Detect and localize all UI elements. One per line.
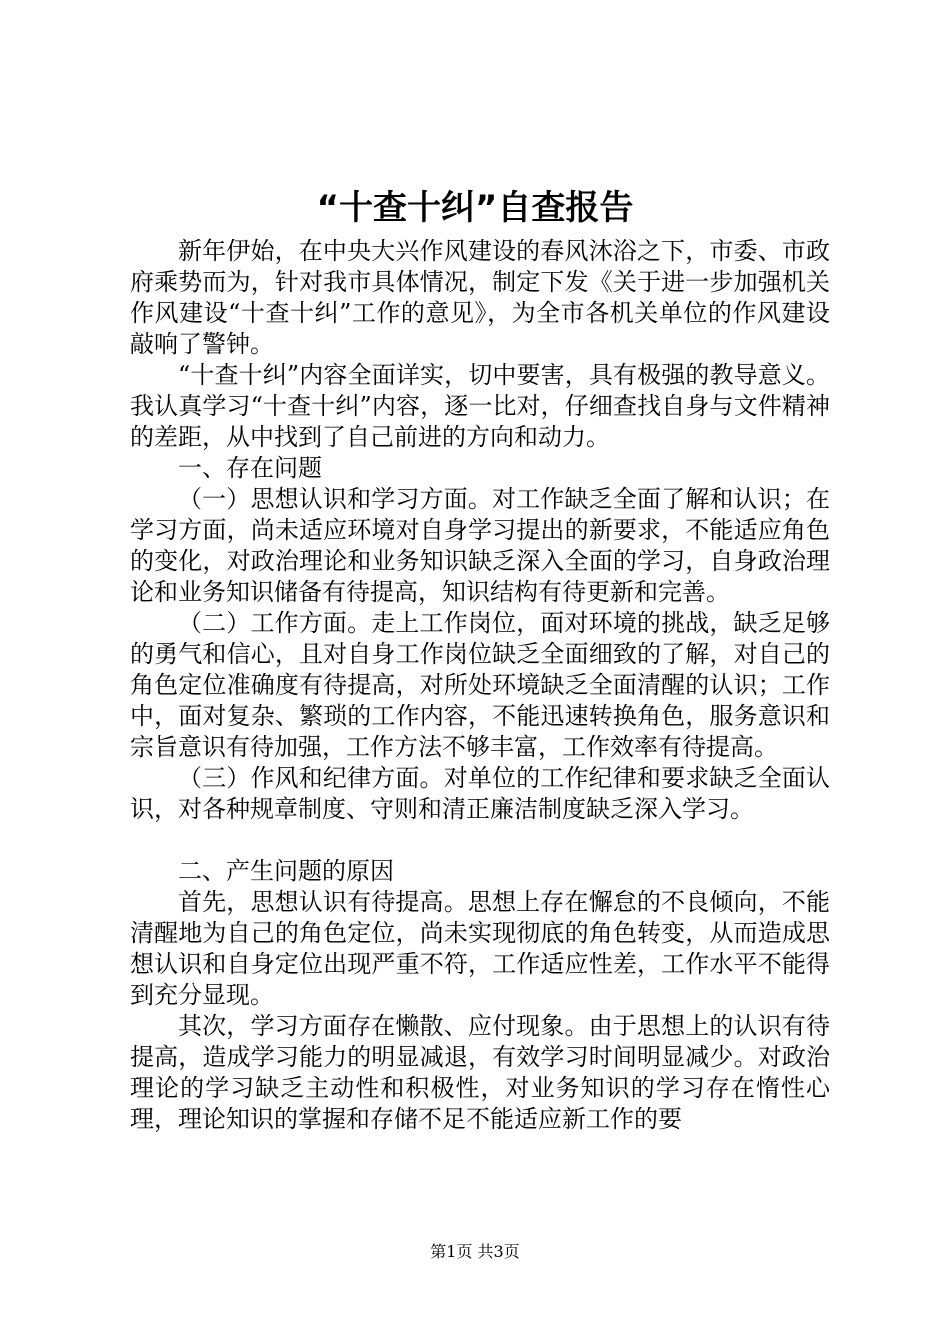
paragraph-cause-1: 首先，思想认识有待提高。思想上存在懈怠的不良倾向，不能清醒地为自己的角色定位，尚未实现彻底的角色转变，从而造成思想认识和自身定位出现严重不符，工作适应性差，工作水平不能得到充分显现。	[130, 888, 830, 1009]
section-heading-problems: 一、存在问题	[178, 454, 322, 482]
document-body	[130, 236, 830, 1135]
paragraph-cause-2: 其次，学习方面存在懒散、应付现象。由于思想上的认识有待提高，造成学习能力的明显减退，有效学习时间明显减少。对政治理论的学习缺乏主动性和积极性，对业务知识的学习存在惰性心理，理论知识的掌握和存储不足不能适应新工作的要	[130, 1012, 830, 1133]
paragraph-study: “十查十纠”内容全面详实，切中要害，具有极强的教导意义。我认真学习“十查十纠”内容，逐一比对，仔细查找自身与文件精神的差距，从中找到了自己前进的方向和动力。	[130, 361, 830, 451]
paragraph-problem-1: （一）思想认识和学习方面。对工作缺乏全面了解和认识；在学习方面，尚未适应环境对自身学习提出的新要求，不能适应角色的变化，对政治理论和业务知识缺乏深入全面的学习，自身政治理论和业务知识储备有待提高，知识结构有待更新和完善。	[130, 485, 830, 606]
paragraph-problem-2: （二）工作方面。走上工作岗位，面对环境的挑战，缺乏足够的勇气和信心，且对自身工作岗位缺乏全面细致的了解，对自己的角色定位准确度有待提高，对所处环境缺乏全面清醒的认识；工作中，面对复杂、繁琐的工作内容，不能迅速转换角色，服务意识和宗旨意识有待加强，工作方法不够丰富，工作效率有待提高。	[130, 609, 830, 761]
section-heading-causes: 二、产生问题的原因	[178, 857, 394, 885]
paragraph-problem-3: （三）作风和纪律方面。对单位的工作纪律和要求缺乏全面认识，对各种规章制度、守则和清正廉洁制度缺乏深入学习。	[130, 764, 830, 823]
paragraph-intro: 新年伊始，在中央大兴作风建设的春风沐浴之下，市委、市政府乘势而为，针对我市具体情况，制定下发《关于进一步加强机关作风建设“十查十纠”工作的意见》，为全市各机关单位的作风建设敲响了警钟。	[130, 237, 830, 358]
document-title: “十查十纠”自查报告	[316, 188, 634, 228]
page-footer: 第1页 共3页	[430, 1242, 520, 1261]
